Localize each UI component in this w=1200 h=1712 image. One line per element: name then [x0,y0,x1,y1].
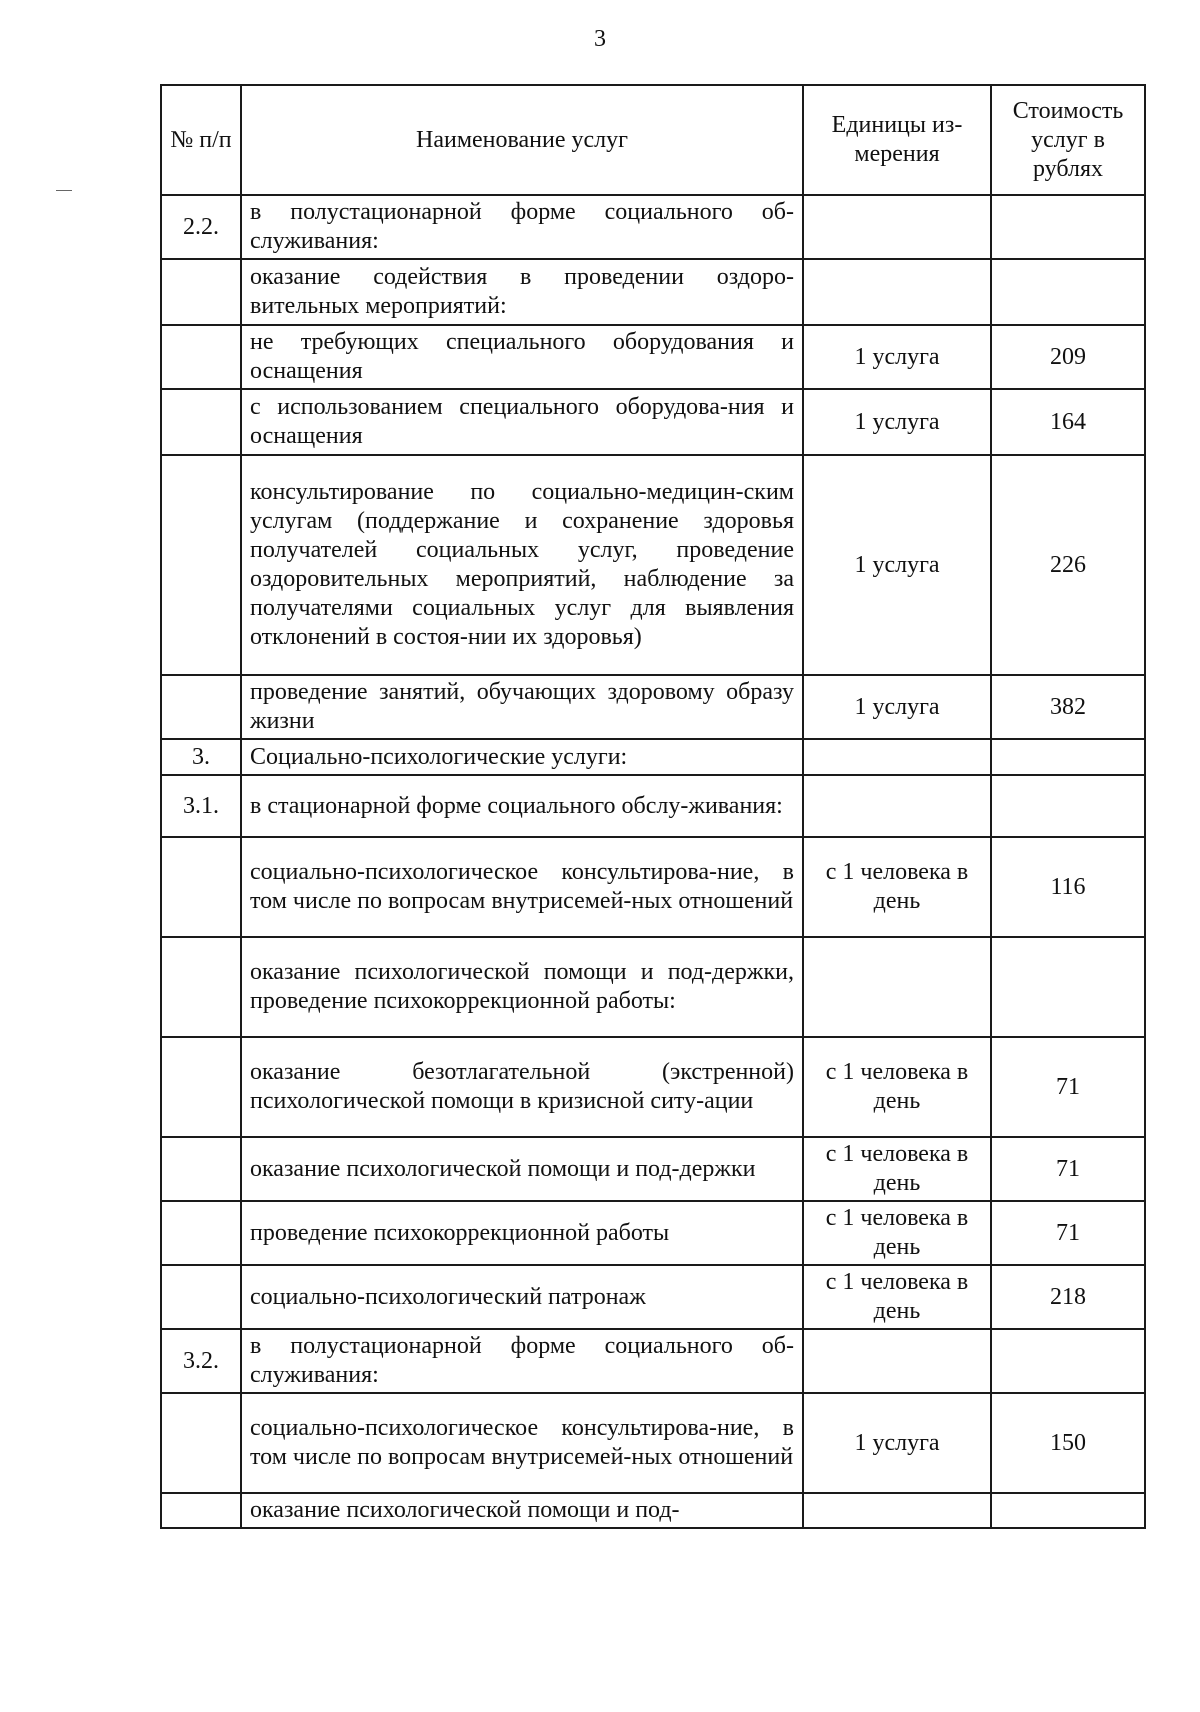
page-number: 3 [594,26,606,52]
table-row [161,1137,1145,1201]
service-name: в полустационарной форме социального об-служивания: [241,195,803,259]
row-number: 3. [161,739,241,775]
service-cost: 209 [991,325,1145,389]
table-row [161,455,1145,675]
service-cost: 218 [991,1265,1145,1329]
service-name: проведение психокоррекционной работы [241,1201,803,1265]
service-cost [991,775,1145,837]
row-number [161,455,241,675]
table-row [161,1037,1145,1137]
service-name: оказание психологической помощи и под-держки, проведение психокоррекционной работы: [241,937,803,1037]
row-number [161,837,241,937]
service-cost [991,1329,1145,1393]
unit-of-measure [803,775,991,837]
table-row [161,837,1145,937]
header-cost: Стоимость услуг в рублях [991,85,1145,195]
table-row [161,1493,1145,1528]
service-cost: 226 [991,455,1145,675]
table-row [161,937,1145,1037]
services-tariff-table [160,84,1146,1529]
row-number [161,325,241,389]
service-name: оказание психологической помощи и под- [241,1493,803,1528]
unit-of-measure [803,1493,991,1528]
service-name: не требующих специального оборудования и оснащения [241,325,803,389]
row-number [161,675,241,739]
service-cost [991,937,1145,1037]
row-number [161,1201,241,1265]
service-cost [991,1493,1145,1528]
table-row [161,389,1145,455]
table-row [161,1393,1145,1493]
unit-of-measure: 1 услуга [803,455,991,675]
unit-of-measure: с 1 человека в день [803,837,991,937]
service-name: проведение занятий, обучающих здоровому образу жизни [241,675,803,739]
unit-of-measure: 1 услуга [803,1393,991,1493]
table-row [161,739,1145,775]
unit-of-measure: с 1 человека в день [803,1265,991,1329]
row-number [161,1265,241,1329]
row-number [161,1137,241,1201]
service-cost: 71 [991,1037,1145,1137]
service-name: оказание содействия в проведении оздоро-вительных мероприятий: [241,259,803,325]
service-name: с использованием специального оборудова-ния и оснащения [241,389,803,455]
service-cost: 71 [991,1137,1145,1201]
service-cost: 164 [991,389,1145,455]
table-row [161,1329,1145,1393]
row-number [161,1393,241,1493]
service-name: Социально-психологические услуги: [241,739,803,775]
unit-of-measure [803,739,991,775]
row-number: 2.2. [161,195,241,259]
service-name: социально-психологическое консультирова-ние, в том числе по вопросам внутрисемей-ных отношений [241,837,803,937]
unit-of-measure [803,1329,991,1393]
table-row [161,1201,1145,1265]
table-row [161,1265,1145,1329]
service-cost [991,195,1145,259]
scan-mark [56,190,72,191]
row-number [161,259,241,325]
row-number: 3.1. [161,775,241,837]
unit-of-measure: с 1 человека в день [803,1137,991,1201]
row-number [161,937,241,1037]
service-name: в стационарной форме социального обслу-живания: [241,775,803,837]
row-number [161,1037,241,1137]
table-row [161,775,1145,837]
row-number [161,1493,241,1528]
unit-of-measure: 1 услуга [803,675,991,739]
unit-of-measure: с 1 человека в день [803,1201,991,1265]
service-cost: 116 [991,837,1145,937]
table-row [161,325,1145,389]
header-num: № п/п [161,85,241,195]
table-row [161,675,1145,739]
row-number [161,389,241,455]
service-cost [991,739,1145,775]
unit-of-measure [803,195,991,259]
unit-of-measure: с 1 человека в день [803,1037,991,1137]
table-row [161,195,1145,259]
service-name: социально-психологическое консультирова-ние, в том числе по вопросам внутрисемей-ных отношений [241,1393,803,1493]
service-cost [991,259,1145,325]
service-cost: 150 [991,1393,1145,1493]
header-unit: Единицы из-мерения [803,85,991,195]
service-name: в полустационарной форме социального об-служивания: [241,1329,803,1393]
unit-of-measure [803,259,991,325]
table-body [161,195,1145,1528]
service-name: консультирование по социально-медицин-ским услугам (поддержание и сохранение здоровья получателей социальных услуг, проведение оздоровительных мероприятий, наблюдение за получателями социальных услуг для выявления отклонений в состоя-нии их здоровья) [241,455,803,675]
unit-of-measure: 1 услуга [803,389,991,455]
service-name: оказание безотлагательной (экстренной) психологической помощи в кризисной ситу-ации [241,1037,803,1137]
service-cost: 71 [991,1201,1145,1265]
row-number: 3.2. [161,1329,241,1393]
table-header-row [161,85,1145,195]
header-service-name: Наименование услуг [241,85,803,195]
service-cost: 382 [991,675,1145,739]
unit-of-measure [803,937,991,1037]
service-name: социально-психологический патронаж [241,1265,803,1329]
table-row [161,259,1145,325]
unit-of-measure: 1 услуга [803,325,991,389]
service-name: оказание психологической помощи и под-держки [241,1137,803,1201]
